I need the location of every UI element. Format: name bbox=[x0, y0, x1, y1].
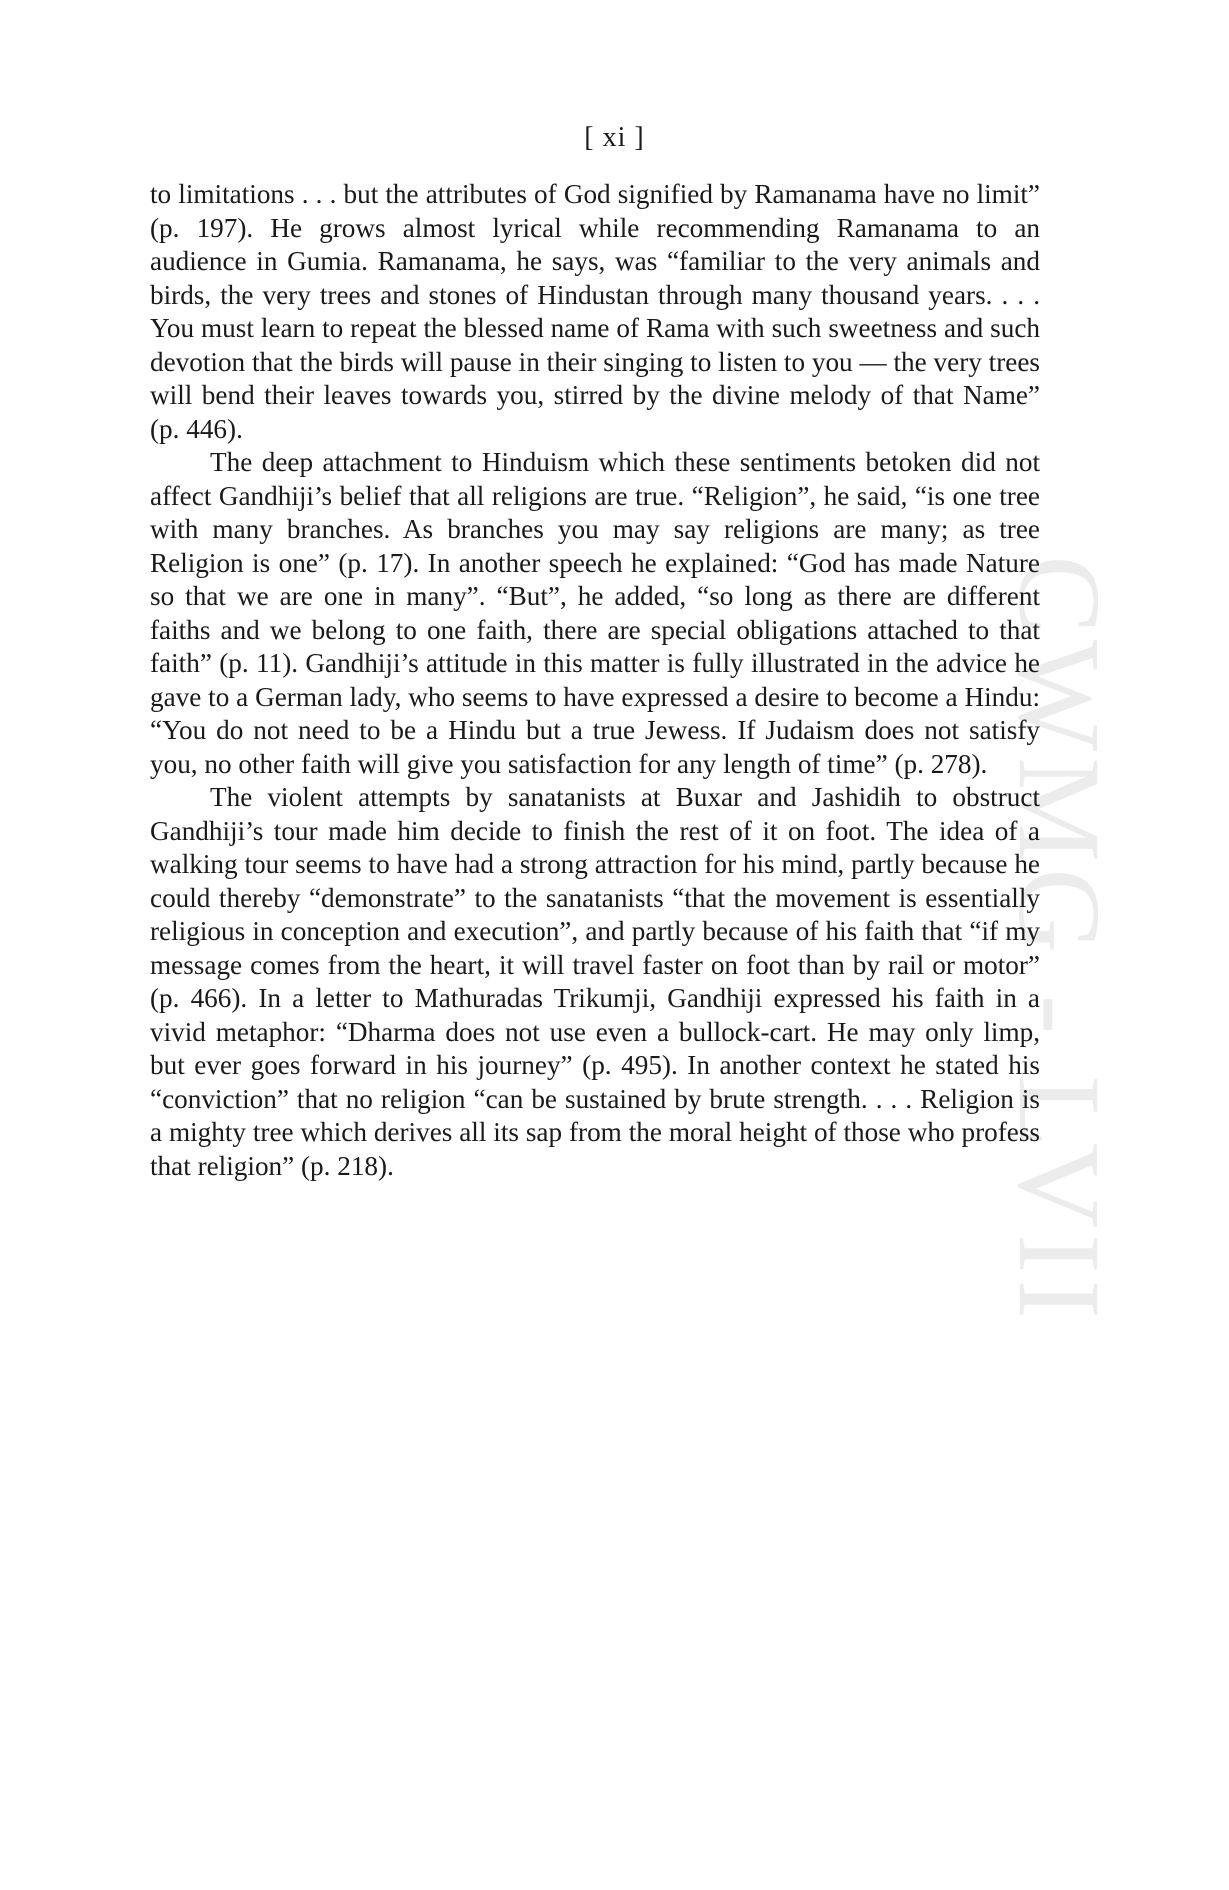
paragraph-2: The deep attachment to Hinduism which these sentiments betoken did not affect Gandhiji’s belief that all religions are true. “Religion”, he said, “is one tree with many branches. As branches you may say religions are many; as tree Religion is one” (p. 17). In another speech he explained: “God has made Nature so that we are one in many”. “But”, he added, “so long as there are different faiths and we belong to one faith, there are special obligations attached to that faith” (p. 11). Gandhiji’s attitude in this matter is fully illustrated in the advice he gave to a German lady, who seems to have expressed a desire to become a Hindu: “You do not need to be a Hindu but a true Jewess. If Judaism does not satisfy you, no other faith will give you satisfaction for any length of time” (p. 278). bbox=[150, 447, 1040, 779]
watermark-text: CWMG - LVII bbox=[994, 555, 1125, 1325]
paragraph-1: to limitations . . . but the attributes of God signified by Ramanama have no limit” (p. 197). He grows almost lyrical while recommending Ramanama to an audience in Gumia. Ramanama, he says, was “familiar to the very animals and birds, the very trees and stones of Hindustan through many thousand years. . . . You must learn to repeat the blessed name of Rama with such sweetness and such devotion that the birds will pause in their singing to listen to you — the very trees will bend their leaves towards you, stirred by the divine melody of that Name” (p. 446). bbox=[150, 179, 1040, 444]
paragraph-3: The violent attempts by sanatanists at Buxar and Jashidih to obstruct Gandhiji’s tour made him decide to finish the rest of it on foot. The idea of a walking tour seems to have had a strong attraction for his mind, partly because he could thereby “demonstrate” to the sanatanists “that the movement is essentially religious in conception and execution”, and partly because of his faith that “if my message comes from the heart, it will travel faster on foot than by rail or motor” (p. 466). In a letter to Mathuradas Trikumji, Gandhiji expressed his faith in a vivid metaphor: “Dharma does not use even a bullock-cart. He may only limp, but ever goes forward in his journey” (p. 495). In another context he stated his “conviction” that no religion “can be sustained by brute strength. . . . Religion is a mighty tree which derives all its sap from the moral height of those who profess that religion” (p. 218). bbox=[150, 782, 1040, 1181]
body-text bbox=[150, 178, 1040, 1183]
page-number: [ xi ] bbox=[584, 122, 645, 153]
